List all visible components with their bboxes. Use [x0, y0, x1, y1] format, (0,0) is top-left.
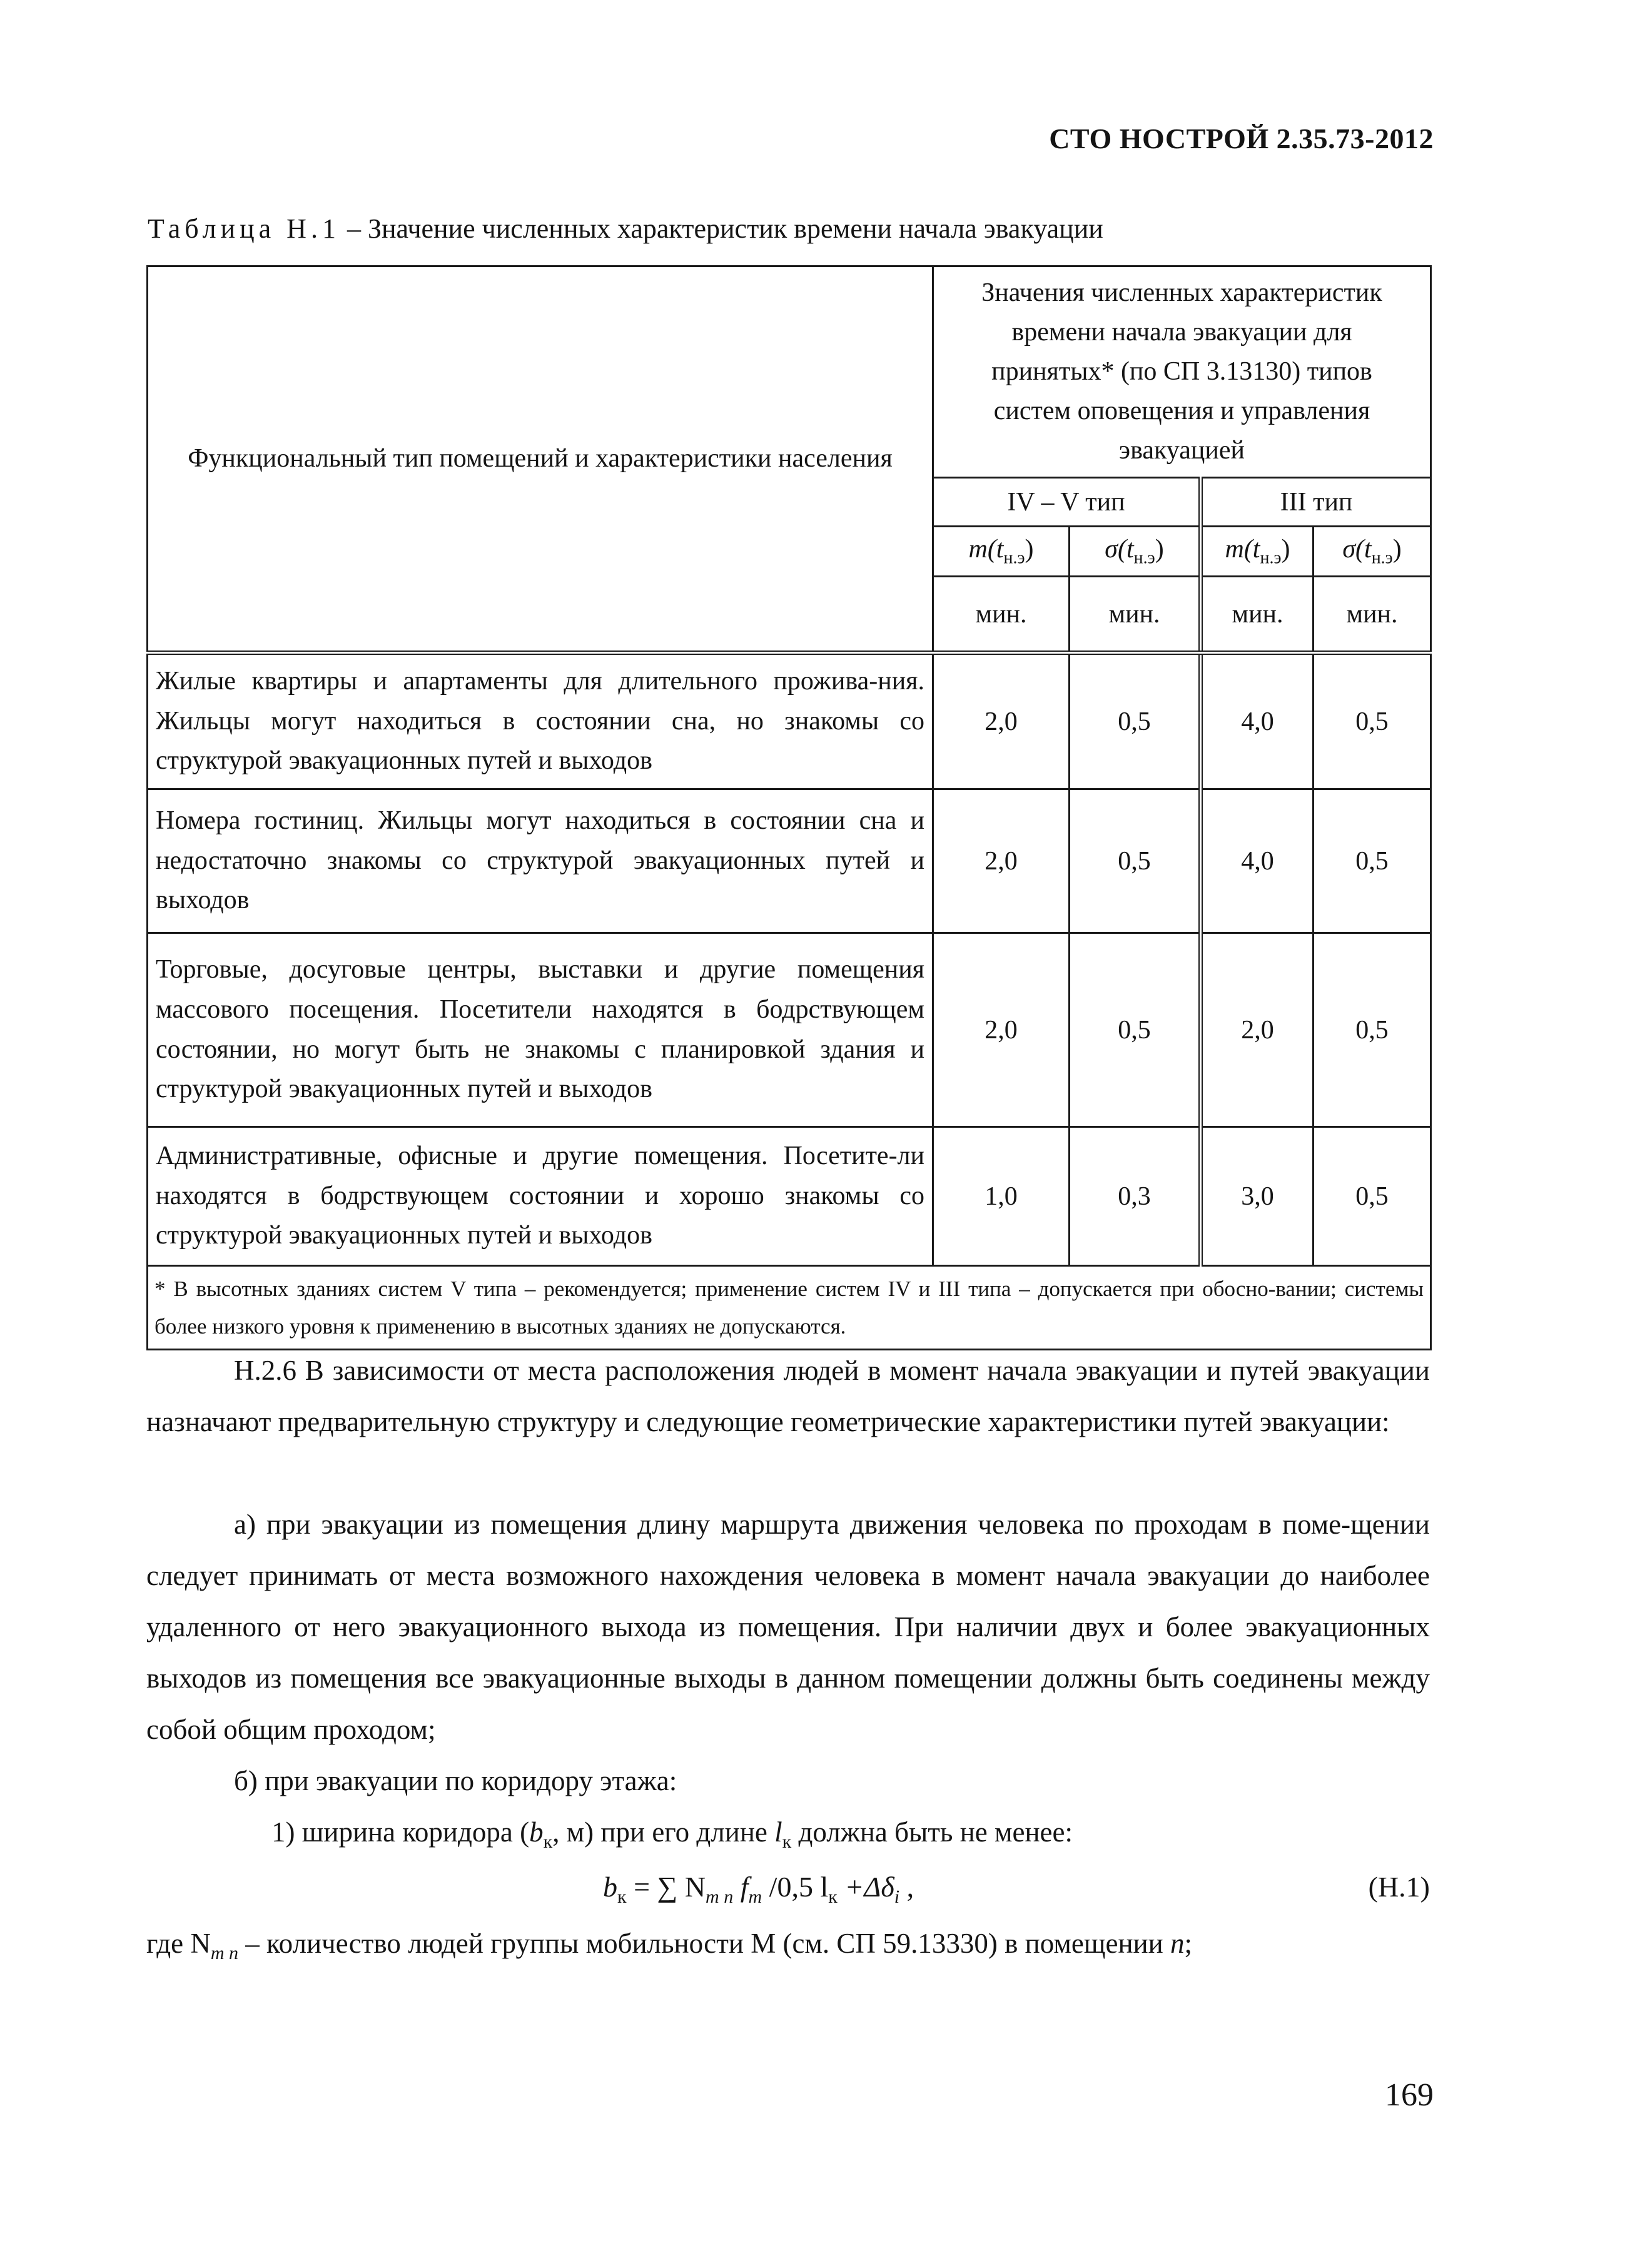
cell-m-iii: 4,0	[1201, 789, 1314, 933]
cell-m-iv-v: 2,0	[933, 653, 1070, 789]
cell-sigma-iii: 0,5	[1314, 789, 1431, 933]
paragraph-h-2-6: Н.2.6 В зависимости от места расположения людей в момент начала эвакуации и путей эвакуации назначают предварительную структуру и следующие геометрические характеристики путей эвакуации:	[146, 1355, 1430, 1437]
evacuation-time-table	[146, 265, 1432, 1350]
header-sigma-iii: $\sigma(t_{н.э})$	[1314, 527, 1431, 577]
cell-m-iii: 3,0	[1201, 1127, 1314, 1266]
table-caption-label: Таблица Н.1	[148, 213, 340, 244]
header-unit: мин.	[933, 577, 1070, 653]
table-row	[148, 933, 1431, 1127]
cell-m-iii: 4,0	[1201, 653, 1314, 789]
formula-number: (Н.1)	[1368, 1871, 1430, 1903]
table-caption-text: – Значение численных характеристик времени начала эвакуации	[340, 213, 1103, 244]
paragraph-where: где $N_{m n}$ – количество людей группы мобильности М (см. СП 59.13330) в помещении n;	[146, 1928, 1192, 1963]
row-description: Административные, офисные и другие помещения. Посетите-ли находятся в бодрствующем состоянии и хорошо знакомы со структурой эвакуационных путей и выходов	[148, 1127, 933, 1266]
header-type-iv-v: IV – V тип	[933, 478, 1201, 527]
cell-m-iv-v: 2,0	[933, 789, 1070, 933]
paragraph-a: а) при эвакуации из помещения длину маршрута движения человека по проходам в поме-щении следует принимать от места возможного нахождения человека в момент начала эвакуации до наиболее удаленного от него эвакуационного выхода из помещения. При наличии двух и более эвакуационных выходов из помещения все эвакуационные выходы в данном помещении должны быть соединены между собой общим проходом;	[146, 1509, 1430, 1745]
table-row	[148, 653, 1431, 789]
cell-sigma-iii: 0,5	[1314, 653, 1431, 789]
header-type-iii: III тип	[1201, 478, 1431, 527]
header-m-iii: $m(t_{н.э})$	[1201, 527, 1314, 577]
cell-sigma-iii: 0,5	[1314, 1127, 1431, 1266]
header-m-iv-v: $m(t_{н.э})$	[933, 527, 1070, 577]
header-sigma-iv-v: $\sigma(t_{н.э})$	[1070, 527, 1201, 577]
cell-sigma-iv-v: 0,5	[1070, 789, 1201, 933]
table-row	[148, 789, 1431, 933]
cell-sigma-iv-v: 0,5	[1070, 653, 1201, 789]
cell-sigma-iii: 0,5	[1314, 933, 1431, 1127]
paragraph-b1: 1) ширина коридора ($b_к$, м) при его длине $l_к$ должна быть не менее:	[271, 1816, 1073, 1852]
cell-m-iii: 2,0	[1201, 933, 1314, 1127]
header-unit: мин.	[1201, 577, 1314, 653]
header-values-title: Значения численных характеристик времени начала эвакуации для принятых* (по СП 3.13130) типов систем оповещения и управления эвакуацией	[933, 266, 1431, 478]
table-caption	[148, 213, 1103, 245]
row-description: Номера гостиниц. Жильцы могут находиться в состоянии сна и недостаточно знакомы со структурой эвакуационных путей и выходов	[148, 789, 933, 933]
page-number: 169	[1385, 2077, 1434, 2113]
table-row	[148, 1127, 1431, 1266]
row-description: Жилые квартиры и апартаменты для длительного прожива-ния. Жильцы могут находиться в состоянии сна, но знакомы со структурой эвакуационных путей и выходов	[148, 653, 933, 789]
formula-expression: $b_к$ = ∑ $N_{m n}$ $f_m$ /0,5 $l_к +\Delta\delta_i$ ,	[603, 1871, 914, 1908]
header-unit: мин.	[1070, 577, 1201, 653]
document-code: СТО НОСТРОЙ 2.35.73-2012	[1049, 123, 1434, 154]
header-functional-type: Функциональный тип помещений и характеристики населения	[148, 266, 933, 653]
header-unit: мин.	[1314, 577, 1431, 653]
cell-m-iv-v: 2,0	[933, 933, 1070, 1127]
row-description: Торговые, досуговые центры, выставки и другие помещения массового посещения. Посетители находятся в бодрствующем состоянии, но могут быть не знакомы с планировкой здания и структурой эвакуационных путей и выходов	[148, 933, 933, 1127]
cell-sigma-iv-v: 0,5	[1070, 933, 1201, 1127]
cell-m-iv-v: 1,0	[933, 1127, 1070, 1266]
paragraph-b: б) при эвакуации по коридору этажа:	[234, 1765, 677, 1796]
table-footnote: * В высотных зданиях систем V типа – рекомендуется; применение систем IV и III типа – допускается при обосно-вании; системы более низкого уровня к применению в высотных зданиях не допускаются.	[148, 1266, 1431, 1350]
cell-sigma-iv-v: 0,3	[1070, 1127, 1201, 1266]
formula-h1	[146, 1870, 1430, 1914]
